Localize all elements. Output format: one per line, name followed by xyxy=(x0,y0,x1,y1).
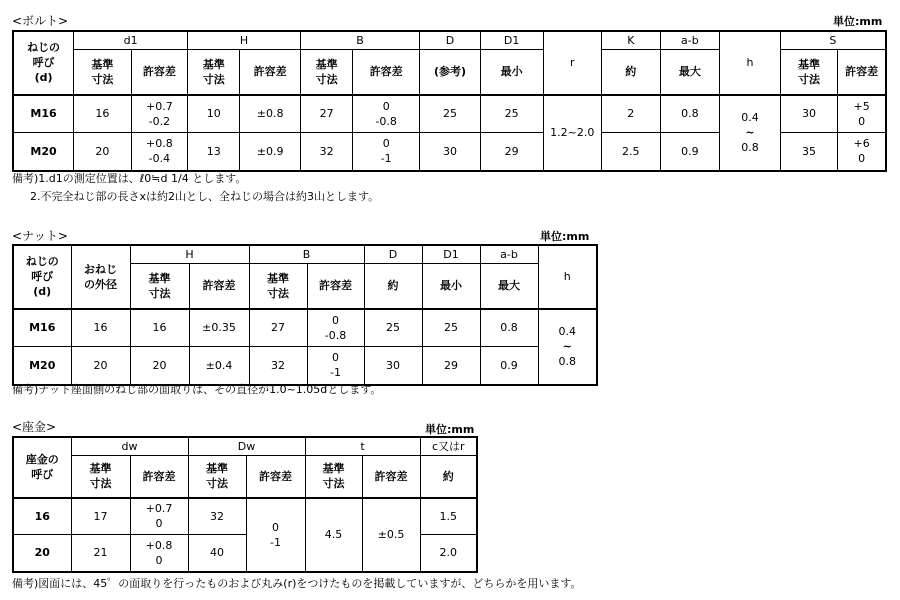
bolt-H-tol-cell: ±0.8 xyxy=(240,95,301,133)
bolt-d1-tol-cell: +0.7 -0.2 xyxy=(131,95,187,133)
bolt-size-cell: M16 xyxy=(13,95,74,133)
bolt-sub-nominal: 基準 寸法 xyxy=(300,50,352,95)
washer-Dw-cell: 32 xyxy=(188,498,246,535)
nut-B-cell: 32 xyxy=(249,347,307,385)
bolt-ab-cell: 0.9 xyxy=(660,133,720,171)
washer-sub-nominal: 基準 寸法 xyxy=(305,456,362,498)
washer-sub-approx: 約 xyxy=(420,456,477,498)
bolt-S-tol-cell: +6 0 xyxy=(838,133,886,171)
bolt-K-cell: 2 xyxy=(602,95,661,133)
washer-unit-label: 単位:mm xyxy=(425,423,475,436)
bolt-unit-label: 単位:mm xyxy=(833,15,883,28)
washer-size-cell: 16 xyxy=(13,498,71,535)
nut-unit-label: 単位:mm xyxy=(540,230,590,243)
washer-section-title: <座金> xyxy=(12,420,57,434)
nut-h-cell: 0.4 ~ 0.8 xyxy=(538,309,597,385)
nut-sub-nominal: 基準 寸法 xyxy=(130,264,189,309)
table-row xyxy=(13,95,886,133)
bolt-D-cell: 30 xyxy=(420,133,481,171)
washer-table xyxy=(12,436,478,573)
washer-t-tol-cell: ±0.5 xyxy=(362,498,420,572)
nut-D1-cell: 25 xyxy=(422,309,480,347)
nut-header-outer-diameter: おねじ の外径 xyxy=(71,245,130,309)
washer-header-c: c又はr xyxy=(420,437,477,456)
nut-H-cell: 20 xyxy=(130,347,189,385)
bolt-K-cell: 2.5 xyxy=(602,133,661,171)
nut-sub-tolerance: 許容差 xyxy=(189,264,249,309)
bolt-sub-nominal: 基準 寸法 xyxy=(74,50,131,95)
washer-c-cell: 1.5 xyxy=(420,498,477,535)
nut-sub-max: 最大 xyxy=(480,264,538,309)
nut-header-D: D xyxy=(364,245,422,264)
nut-D1-cell: 29 xyxy=(422,347,480,385)
bolt-header-h: h xyxy=(720,31,781,95)
nut-header-D1: D1 xyxy=(422,245,480,264)
nut-note: 備考)ナット座面側のねじ部の面取りは、その直径が1.0~1.05dとします。 xyxy=(12,383,382,396)
bolt-H-cell: 13 xyxy=(188,133,240,171)
washer-header-Dw: Dw xyxy=(188,437,305,456)
bolt-header-D1: D1 xyxy=(480,31,543,50)
washer-Dw-cell: 40 xyxy=(188,535,246,572)
bolt-section-title: <ボルト> xyxy=(12,14,69,28)
nut-ab-cell: 0.9 xyxy=(480,347,538,385)
washer-note: 備考)図面には、45゜の面取りを行ったものおよび丸み(r)をつけたものを掲載していますが、どちらかを用います。 xyxy=(12,577,582,590)
washer-dw-cell: 17 xyxy=(71,498,130,535)
nut-B-cell: 27 xyxy=(249,309,307,347)
nut-outer-cell: 16 xyxy=(71,309,130,347)
nut-section-title: <ナット> xyxy=(12,229,68,243)
bolt-B-cell: 32 xyxy=(300,133,352,171)
bolt-B-tol-cell: 0 -0.8 xyxy=(353,95,420,133)
bolt-S-tol-cell: +5 0 xyxy=(838,95,886,133)
bolt-H-cell: 10 xyxy=(188,95,240,133)
nut-header-ab: a-b xyxy=(480,245,538,264)
bolt-header-ab: a-b xyxy=(660,31,720,50)
bolt-sub-tolerance: 許容差 xyxy=(838,50,886,95)
nut-B-tol-cell: 0 -1 xyxy=(307,347,364,385)
bolt-header-B: B xyxy=(300,31,419,50)
nut-D-cell: 30 xyxy=(364,347,422,385)
bolt-header-H: H xyxy=(188,31,301,50)
bolt-H-tol-cell: ±0.9 xyxy=(240,133,301,171)
bolt-sub-nominal: 基準 寸法 xyxy=(780,50,837,95)
nut-D-cell: 25 xyxy=(364,309,422,347)
bolt-header-S: S xyxy=(780,31,886,50)
bolt-sub-tolerance: 許容差 xyxy=(131,50,187,95)
table-row xyxy=(13,347,597,385)
bolt-size-cell: M20 xyxy=(13,133,74,171)
washer-header-dw: dw xyxy=(71,437,188,456)
washer-dw-tol-cell: +0.7 0 xyxy=(130,498,188,535)
washer-size-cell: 20 xyxy=(13,535,71,572)
nut-B-tol-cell: 0 -0.8 xyxy=(307,309,364,347)
bolt-sub-min: 最小 xyxy=(480,50,543,95)
bolt-header-D: D xyxy=(420,31,481,50)
washer-sub-tolerance: 許容差 xyxy=(362,456,420,498)
table-row xyxy=(13,498,477,535)
nut-ab-cell: 0.8 xyxy=(480,309,538,347)
nut-sub-tolerance: 許容差 xyxy=(307,264,364,309)
nut-sub-min: 最小 xyxy=(422,264,480,309)
nut-sub-approx: 約 xyxy=(364,264,422,309)
table-row xyxy=(13,309,597,347)
bolt-header-d1: d1 xyxy=(74,31,188,50)
washer-t-cell: 4.5 xyxy=(305,498,362,572)
nut-outer-cell: 20 xyxy=(71,347,130,385)
washer-dw-tol-cell: +0.8 0 xyxy=(130,535,188,572)
bolt-sub-max: 最大 xyxy=(660,50,720,95)
nut-header-B: B xyxy=(249,245,364,264)
bolt-header-r: r xyxy=(543,31,602,95)
washer-Dw-tol-cell: 0 -1 xyxy=(246,498,305,572)
bolt-h-cell: 0.4 ~ 0.8 xyxy=(720,95,781,171)
nut-H-tol-cell: ±0.4 xyxy=(189,347,249,385)
nut-size-cell: M20 xyxy=(13,347,71,385)
washer-sub-nominal: 基準 寸法 xyxy=(71,456,130,498)
washer-sub-nominal: 基準 寸法 xyxy=(188,456,246,498)
washer-c-cell: 2.0 xyxy=(420,535,477,572)
bolt-sub-tolerance: 許容差 xyxy=(353,50,420,95)
washer-sub-tolerance: 許容差 xyxy=(246,456,305,498)
bolt-D1-cell: 29 xyxy=(480,133,543,171)
nut-header-h: h xyxy=(538,245,597,309)
nut-H-tol-cell: ±0.35 xyxy=(189,309,249,347)
bolt-r-cell: 1.2~2.0 xyxy=(543,95,602,171)
bolt-sub-approx: 約 xyxy=(602,50,661,95)
washer-header-t: t xyxy=(305,437,420,456)
bolt-d1-tol-cell: +0.8 -0.4 xyxy=(131,133,187,171)
bolt-table xyxy=(12,30,887,172)
bolt-header-size: ねじの 呼び (d) xyxy=(13,31,74,95)
bolt-sub-nominal: 基準 寸法 xyxy=(188,50,240,95)
bolt-sub-tolerance: 許容差 xyxy=(240,50,301,95)
bolt-S-cell: 30 xyxy=(780,95,837,133)
nut-header-H: H xyxy=(130,245,249,264)
bolt-B-tol-cell: 0 -1 xyxy=(353,133,420,171)
washer-header-size: 座金の 呼び xyxy=(13,437,71,498)
bolt-B-cell: 27 xyxy=(300,95,352,133)
bolt-D-cell: 25 xyxy=(420,95,481,133)
bolt-S-cell: 35 xyxy=(780,133,837,171)
bolt-sub-reference: (参考) xyxy=(420,50,481,95)
bolt-D1-cell: 25 xyxy=(480,95,543,133)
washer-dw-cell: 21 xyxy=(71,535,130,572)
bolt-note-1: 備考)1.d1の測定位置は、ℓ0≒d 1/4 とします。 xyxy=(12,172,247,185)
washer-sub-tolerance: 許容差 xyxy=(130,456,188,498)
nut-sub-nominal: 基準 寸法 xyxy=(249,264,307,309)
nut-table xyxy=(12,244,598,386)
bolt-d1-cell: 20 xyxy=(74,133,131,171)
nut-H-cell: 16 xyxy=(130,309,189,347)
bolt-d1-cell: 16 xyxy=(74,95,131,133)
bolt-header-K: K xyxy=(602,31,661,50)
bolt-ab-cell: 0.8 xyxy=(660,95,720,133)
bolt-note-2: 2.不完全ねじ部の長さxは約2山とし、全ねじの場合は約3山とします。 xyxy=(30,190,380,203)
nut-header-size: ねじの 呼び (d) xyxy=(13,245,71,309)
nut-size-cell: M16 xyxy=(13,309,71,347)
